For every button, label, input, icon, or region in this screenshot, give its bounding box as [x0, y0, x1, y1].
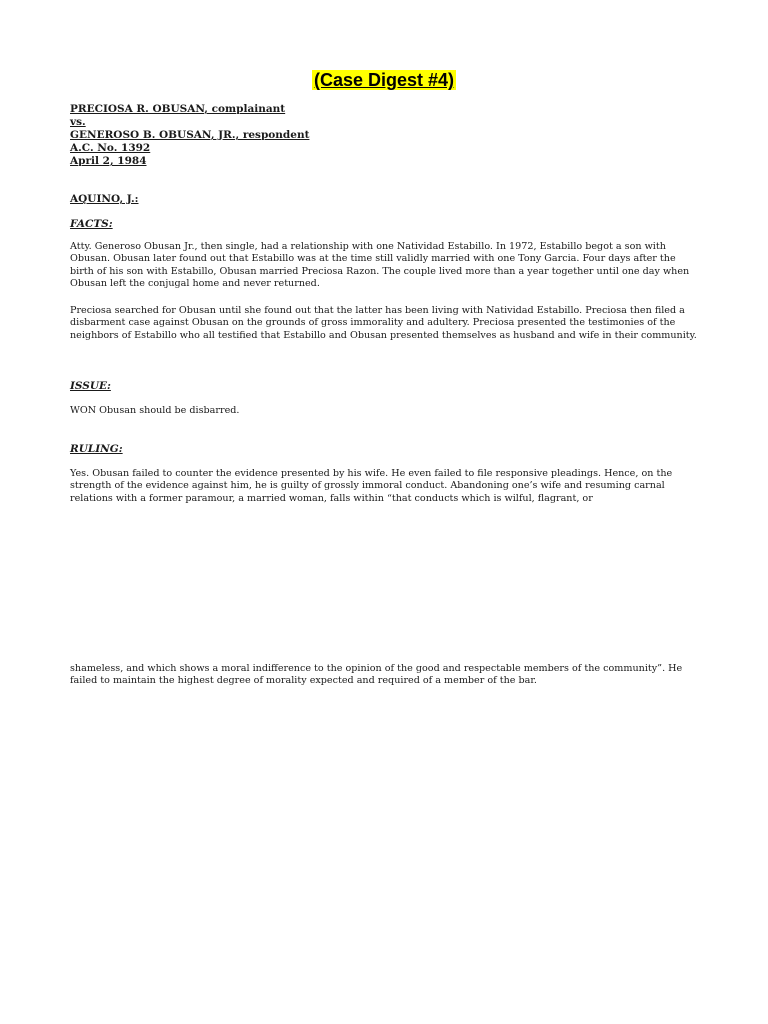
complainant-line: PRECIOSA R. OBUSAN, complainant [70, 103, 286, 115]
ruling-paragraph-1: Yes. Obusan failed to counter the evidence presented by his wife. He even failed to file responsive pleadings. Hence, on the strength of the evidence against him, he is guilty of grossly immoral conduct. Abandoning one’s wife and resuming carnal relations with a former paramour, a married woman, falls within “that conducts which is wilful, flagrant, or [70, 468, 673, 504]
issue-text: WON Obusan should be disbarred. [70, 405, 240, 416]
issue-heading: ISSUE: [70, 380, 111, 392]
ruling-heading: RULING: [70, 443, 123, 455]
facts-paragraph-1: Atty. Generoso Obusan Jr., then single, had a relationship with one Natividad Estabillo. In 1972, Estabillo begot a son with Obusan. Obusan later found out that Estabillo was at the time still validly married with one Tony Garcia. Four days after the birth of his son with Estabillo, Obusan married Preciosa Razon. The couple lived more than a year together until one day when Obusan left the conjugal home and never returned. [70, 241, 690, 290]
title-block [0, 70, 768, 91]
ruling-paragraph-2: shameless, and which shows a moral indifference to the opinion of the good and respectable members of the community”. He failed to maintain the highest degree of morality expected and required of a member of the bar. [70, 663, 683, 687]
facts-paragraph-2: Preciosa searched for Obusan until she found out that the latter has been living with Natividad Estabillo. Preciosa then filed a disbarment case against Obusan on the grounds of gross immorality and adultery. Preciosa presented the testimonies of the neighbors of Estabillo who all testified that Estabillo and Obusan presented themselves as husband and wife in their community. [70, 305, 697, 341]
case-number: A.C. No. 1392 [70, 142, 151, 154]
respondent-line: GENEROSO B. OBUSAN, JR., respondent [70, 129, 310, 141]
ponente: AQUINO, J.: [70, 193, 139, 205]
facts-heading: FACTS: [70, 218, 113, 230]
versus-line: vs. [70, 116, 86, 128]
case-caption [70, 103, 309, 168]
document-title: (Case Digest #4) [313, 70, 455, 90]
case-date: April 2, 1984 [70, 155, 147, 167]
